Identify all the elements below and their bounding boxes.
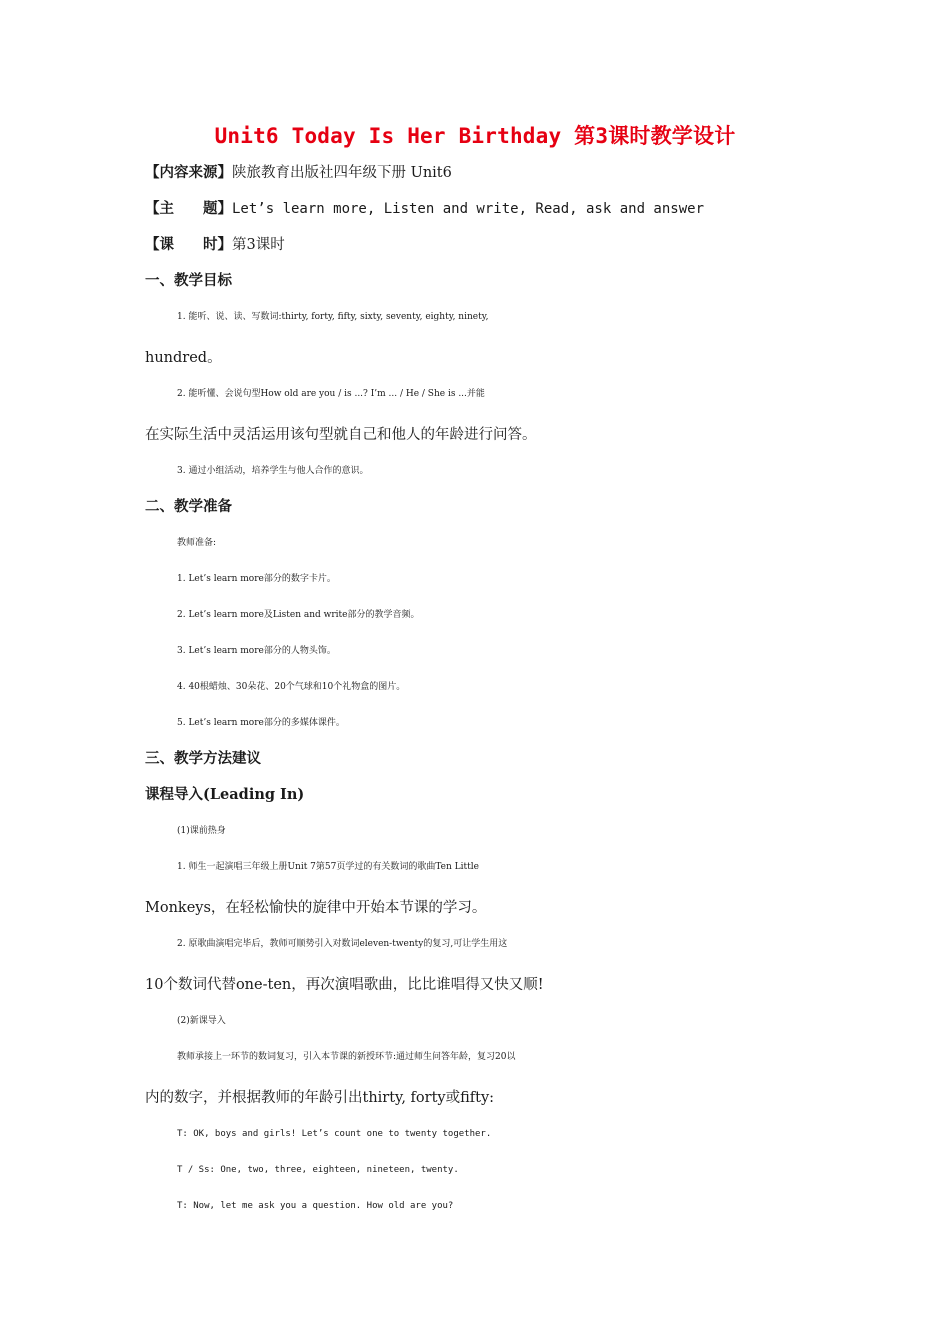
meta-topic [145,199,810,219]
dialog-line: T: OK, boys and girls! Let’s count one to twenty together. [177,1129,492,1139]
warmup-2-line-2: 10个数词代替one-ten，再次演唱歌曲，比比谁唱得又快又顺! [145,977,544,993]
prep-item: 1. Let’s learn more部分的数字卡片。 [177,574,336,584]
goal-2-line-1: 2. 能听懂、会说句型How old are you / is ...? I’m ... / He / She is ...并能 [177,389,485,399]
dialog-line: T / Ss: One, two, three, eighteen, nineteen, twenty. [177,1165,459,1175]
goal-2-line-2: 在实际生活中灵活运用该句型就自己和他人的年龄进行问答。 [145,427,537,443]
prep-item: 4. 40根蜡烛、30朵花、20个气球和10个礼物盒的图片。 [177,682,406,692]
new-lesson-line-2: 内的数字，并根据教师的年龄引出thirty, forty或fifty: [145,1090,495,1106]
section-heading-prep: 二、教学准备 [145,498,232,515]
goal-1-line-2: hundred。 [145,350,222,366]
meta-period-value: 第3课时 [232,237,285,253]
meta-source-value: 陕旅教育出版社四年级下册 Unit6 [232,165,452,181]
dialog-line: T: Now, let me ask you a question. How old are you? [177,1201,454,1211]
new-lesson-line-1: 教师承接上一环节的数词复习，引入本节课的新授环节:通过师生问答年龄，复习20以 [177,1052,516,1062]
prep-item: 2. Let’s learn more及Listen and write部分的教学音频。 [177,610,420,620]
warmup-title: (1)课前热身 [177,826,226,836]
document-title: Unit6 Today Is Her Birthday 第3课时教学设计 [214,124,736,148]
goal-3: 3. 通过小组活动，培养学生与他人合作的意识。 [177,466,369,476]
goal-1-line-1: 1. 能听、说、读、写数词:thirty, forty, fifty, sixty, seventy, eighty, ninety, [177,312,489,322]
warmup-2-line-1: 2. 原歌曲演唱完毕后，教师可顺势引入对数词eleven-twenty的复习,可让学生用这 [177,939,508,949]
prep-item: 3. Let’s learn more部分的人物头饰。 [177,646,336,656]
meta-source [145,163,810,183]
meta-topic-value: Let’s learn more, Listen and write, Read, ask and answer [232,201,705,217]
new-lesson-title: (2)新课导入 [177,1016,226,1026]
section-heading-goals: 一、教学目标 [145,272,232,289]
warmup-1-line-2: Monkeys，在轻松愉快的旋律中开始本节课的学习。 [145,900,487,916]
meta-period [145,235,810,255]
meta-period-label: 【课 时】 [145,236,232,253]
prep-intro: 教师准备: [177,538,217,548]
meta-source-label: 【内容来源】 [145,164,232,181]
section-heading-methods: 三、教学方法建议 [145,750,261,767]
subheading-leading-in: 课程导入(Leading In) [145,786,305,803]
warmup-1-line-1: 1. 师生一起演唱三年级上册Unit 7第57页学过的有关数词的歌曲Ten Little [177,862,479,872]
prep-item: 5. Let’s learn more部分的多媒体课件。 [177,718,345,728]
meta-topic-label: 【主 题】 [145,200,232,217]
